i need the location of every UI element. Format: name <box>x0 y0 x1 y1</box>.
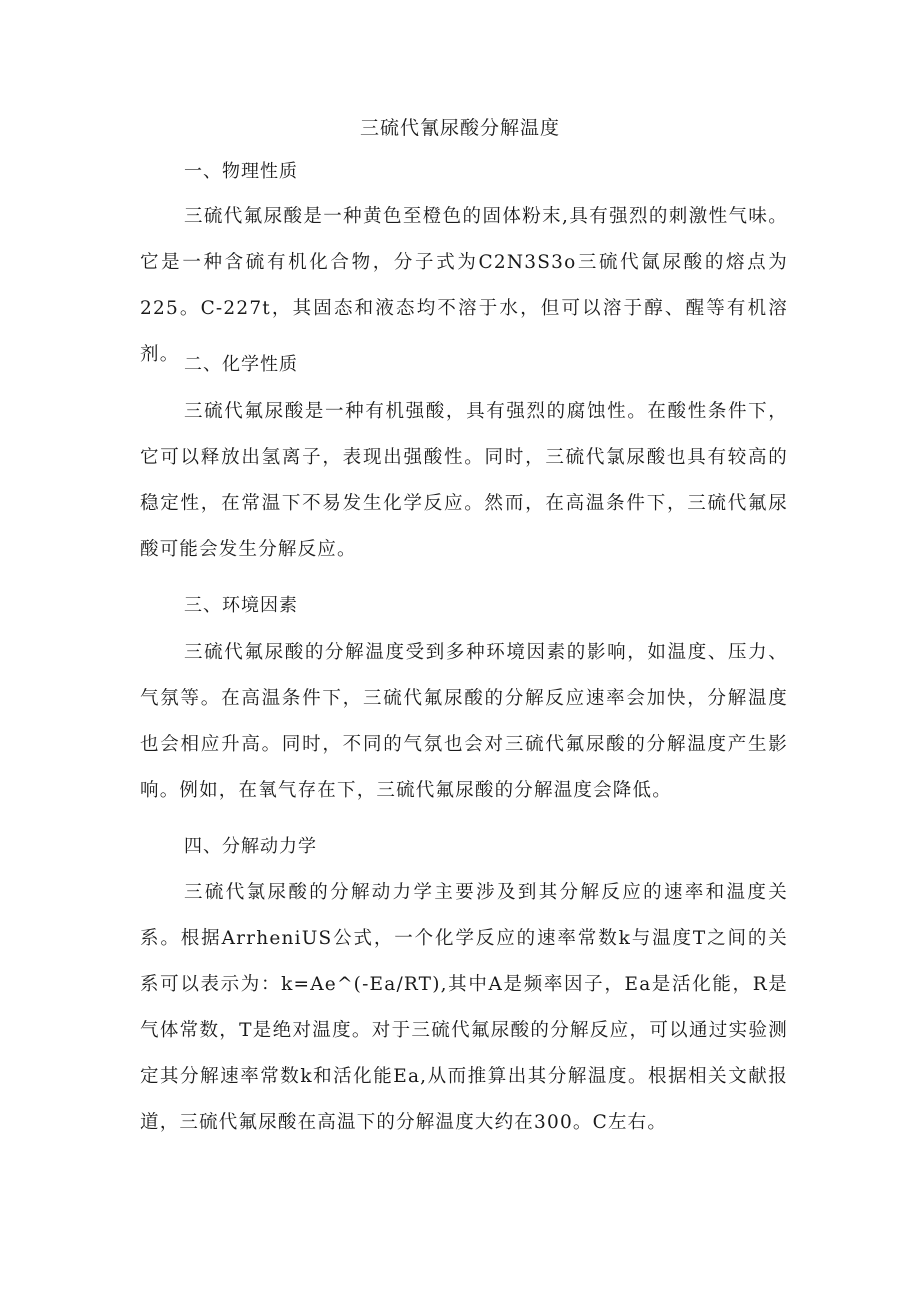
section-body-physical-properties: 三硫代氟尿酸是一种黄色至橙色的固体粉末,具有强烈的刺激性气味。它是一种含硫有机化合物，分子式为C2N3S3o三硫代氤尿酸的熔点为225。C-227t，其固态和液态均不溶于水，但可以溶于醇、醒等有机溶剂。 <box>140 206 788 365</box>
section-body-chemical-properties: 三硫代氟尿酸是一种有机强酸，具有强烈的腐蚀性。在酸性条件下，它可以释放出氢离子，表现出强酸性。同时，三硫代氯尿酸也具有较高的稳定性，在常温下不易发生化学反应。然而，在高温条件下，三硫代氟尿酸可能会发生分解反应。 <box>140 401 788 560</box>
section-heading-environmental-factors: 三、环境因素 <box>184 595 298 616</box>
section-heading-physical-properties: 一、物理性质 <box>184 161 298 182</box>
section-heading-chemical-properties: 二、化学性质 <box>184 354 298 375</box>
document-title: 三硫代氰尿酸分解温度 <box>359 117 560 139</box>
section-body-decomposition-kinetics: 三硫代氯尿酸的分解动力学主要涉及到其分解反应的速率和温度关系。根据ArrheniUS公式，一个化学反应的速率常数k与温度T之间的关系可以表示为：k=Ae^(-Ea/RT),其中A是频率因子，Ea是活化能，R是气体常数，T是绝对温度。对于三硫代氟尿酸的分解反应，可以通过实验测定其分解速率常数k和活化能Ea,从而推算出其分解温度。根据相关文献报道，三硫代氟尿酸在高温下的分解温度大约在300。C左右。 <box>140 882 788 1133</box>
section-body-environmental-factors: 三硫代氟尿酸的分解温度受到多种环境因素的影响，如温度、压力、气氛等。在高温条件下，三硫代氟尿酸的分解反应速率会加快，分解温度也会相应升高。同时，不同的气氛也会对三硫代氟尿酸的分解温度产生影响。例如，在氧气存在下，三硫代氟尿酸的分解温度会降低。 <box>140 642 788 801</box>
section-heading-decomposition-kinetics: 四、分解动力学 <box>184 836 317 857</box>
